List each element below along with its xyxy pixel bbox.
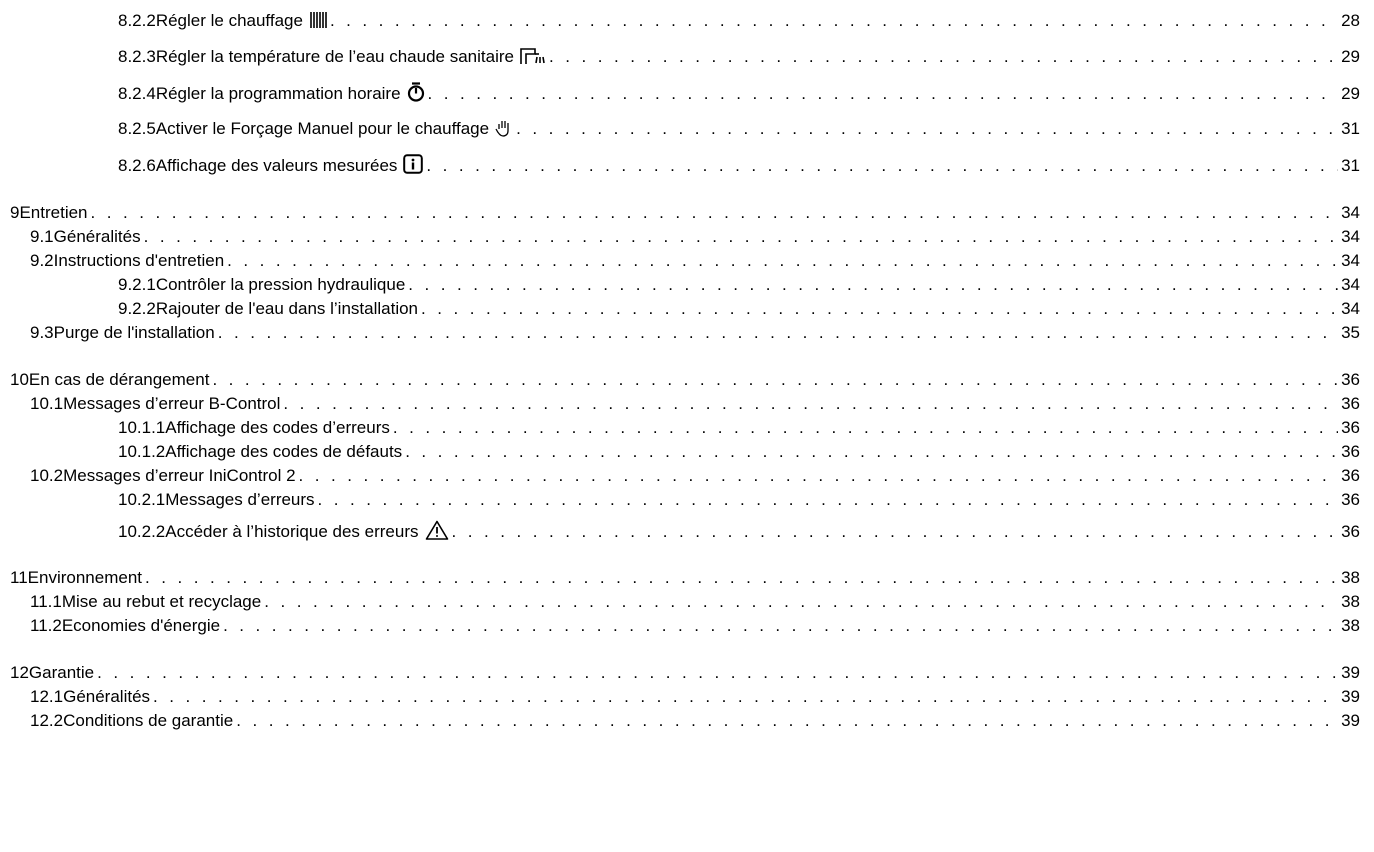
toc-title: Garantie <box>28 663 95 682</box>
toc-page: 34 <box>1341 251 1360 270</box>
toc-page: 34 <box>1341 299 1360 318</box>
dot-leader <box>283 393 1338 415</box>
dot-leader <box>408 274 1338 296</box>
toc-title: Entretien <box>19 203 88 222</box>
toc-page: 36 <box>1341 490 1360 509</box>
dot-leader <box>264 591 1338 613</box>
toc-number: 9 <box>10 203 20 222</box>
toc-number: 8.2.3 <box>118 47 156 66</box>
dot-leader <box>428 83 1339 105</box>
dot-leader <box>549 46 1338 68</box>
toc-number: 9.2.1 <box>118 275 156 294</box>
toc-number: 8.2.6 <box>118 156 156 175</box>
dot-leader <box>223 615 1338 637</box>
info-icon <box>403 154 423 180</box>
toc-entry-11[interactable] <box>10 567 1360 589</box>
toc-page: 36 <box>1341 466 1360 485</box>
toc-page: 29 <box>1341 47 1360 66</box>
toc-number: 8.2.2 <box>118 11 156 30</box>
dot-leader <box>97 662 1338 684</box>
toc-title: Affichage des codes d’erreurs <box>165 418 390 437</box>
toc-title: Rajouter de l'eau dans l’installation <box>155 299 419 318</box>
timer-icon <box>407 82 425 108</box>
toc-title: Purge de l'installation <box>53 323 215 342</box>
dot-leader <box>91 202 1339 224</box>
dot-leader <box>318 489 1339 511</box>
toc-title: Régler le chauffage <box>156 10 327 35</box>
toc-title: Conditions de garantie <box>63 711 234 730</box>
toc-entry-8-2-3[interactable] <box>118 46 1360 71</box>
toc-title: Messages d’erreur B-Control <box>63 394 281 413</box>
toc-entry-10-1[interactable] <box>30 393 1360 415</box>
toc-entry-12[interactable] <box>10 662 1360 684</box>
toc-number: 11.1 <box>30 592 62 611</box>
toc-page: 36 <box>1341 418 1360 437</box>
toc-page: 39 <box>1341 687 1360 706</box>
toc-entry-9-3[interactable] <box>30 322 1360 344</box>
toc-number: 9.3 <box>30 323 54 342</box>
dot-leader <box>426 155 1338 177</box>
toc-entry-9-2[interactable] <box>30 250 1360 272</box>
toc-title: Environnement <box>27 568 142 587</box>
toc-number: 10.1.1 <box>118 418 166 437</box>
dot-leader <box>330 10 1338 32</box>
toc-number: 8.2.4 <box>118 84 156 103</box>
toc-entry-9[interactable] <box>10 202 1360 224</box>
toc-title: Contrôler la pression hydraulique <box>155 275 406 294</box>
hand-icon <box>495 119 513 143</box>
toc-title: Régler la programmation horaire <box>156 82 425 108</box>
dot-leader <box>236 710 1338 732</box>
toc-page: 34 <box>1341 203 1360 222</box>
toc-entry-8-2-2[interactable] <box>118 10 1360 35</box>
toc-number: 10.1 <box>30 394 64 413</box>
toc-title: En cas de dérangement <box>28 370 210 389</box>
toc-page: 28 <box>1341 11 1360 30</box>
toc-entry-12-1[interactable] <box>30 686 1360 708</box>
toc-page: 36 <box>1341 522 1360 541</box>
toc-number: 10.1.2 <box>118 442 166 461</box>
dot-leader <box>227 250 1338 272</box>
toc-title: Economies d'énergie <box>61 616 221 635</box>
radiator-icon <box>309 11 327 35</box>
toc-page: 39 <box>1341 663 1360 682</box>
toc-number: 10.2.1 <box>118 490 166 509</box>
toc-page: 36 <box>1341 370 1360 389</box>
toc-page: 36 <box>1341 442 1360 461</box>
dot-leader <box>299 465 1339 487</box>
toc-number: 9.1 <box>30 227 54 246</box>
toc-page: 35 <box>1341 323 1360 342</box>
dot-leader <box>212 369 1338 391</box>
toc-entry-8-2-5[interactable] <box>118 118 1360 143</box>
toc-number: 11 <box>10 568 28 587</box>
toc-entry-8-2-6[interactable] <box>118 154 1360 180</box>
dot-leader <box>153 686 1338 708</box>
toc-title: Affichage des valeurs mesurées <box>156 154 424 180</box>
dot-leader <box>393 417 1338 439</box>
toc-page: 31 <box>1341 119 1360 138</box>
toc-title: Messages d’erreurs <box>165 490 315 509</box>
toc-entry-11-1[interactable] <box>30 591 1360 613</box>
toc-number: 8.2.5 <box>118 119 156 138</box>
dot-leader <box>218 322 1338 344</box>
toc-entry-9-2-1[interactable] <box>118 274 1360 296</box>
toc-title: Accéder à l’historique des erreurs <box>165 520 448 546</box>
toc-page: 34 <box>1341 275 1360 294</box>
toc-entry-11-2[interactable] <box>30 615 1360 637</box>
toc-entry-10-2-2[interactable] <box>118 520 1360 546</box>
toc-number: 9.2.2 <box>118 299 156 318</box>
dot-leader <box>516 118 1338 140</box>
toc-number: 9.2 <box>30 251 54 270</box>
toc-number: 12.2 <box>30 711 64 730</box>
toc-title: Activer le Forçage Manuel pour le chauffage <box>156 118 513 143</box>
toc-page: 39 <box>1341 711 1360 730</box>
warning-icon <box>425 520 449 546</box>
toc-title: Instructions d'entretien <box>53 251 225 270</box>
toc-number: 10.2 <box>30 466 64 485</box>
toc-number: 10.2.2 <box>118 522 166 541</box>
toc-title: Messages d’erreur IniControl 2 <box>63 466 296 485</box>
toc-title: Généralités <box>53 227 141 246</box>
toc-number: 12.1 <box>30 687 64 706</box>
toc-page: 31 <box>1341 156 1360 175</box>
toc-entry-10-1-2[interactable] <box>118 441 1360 463</box>
toc-page: 38 <box>1341 568 1360 587</box>
toc-page: 29 <box>1341 84 1360 103</box>
toc-entry-10-2[interactable] <box>30 465 1360 487</box>
toc-number: 10 <box>10 370 29 389</box>
toc-entry-10-2-1[interactable] <box>118 489 1360 511</box>
toc-entry-12-2[interactable] <box>30 710 1360 732</box>
toc-title: Régler la température de l’eau chaude sanitaire <box>156 46 546 71</box>
toc-entry-9-2-2[interactable] <box>118 298 1360 320</box>
toc-entry-9-1[interactable] <box>30 226 1360 248</box>
toc-title: Mise au rebut et recyclage <box>61 592 262 611</box>
dot-leader <box>421 298 1338 320</box>
dot-leader <box>144 226 1339 248</box>
toc-entry-8-2-4[interactable] <box>118 82 1360 108</box>
toc-number: 12 <box>10 663 29 682</box>
toc-page: 38 <box>1341 616 1360 635</box>
toc-page: 36 <box>1341 394 1360 413</box>
dot-leader <box>405 441 1338 463</box>
dot-leader <box>145 567 1338 589</box>
toc-entry-10[interactable] <box>10 369 1360 391</box>
toc-entry-10-1-1[interactable] <box>118 417 1360 439</box>
toc-title: Affichage des codes de défauts <box>165 442 403 461</box>
toc-title: Généralités <box>63 687 151 706</box>
toc-page: 38 <box>1341 592 1360 611</box>
dot-leader <box>452 521 1339 543</box>
shower-tap-icon <box>520 47 546 71</box>
toc-page: 34 <box>1341 227 1360 246</box>
toc-number: 11.2 <box>30 616 62 635</box>
